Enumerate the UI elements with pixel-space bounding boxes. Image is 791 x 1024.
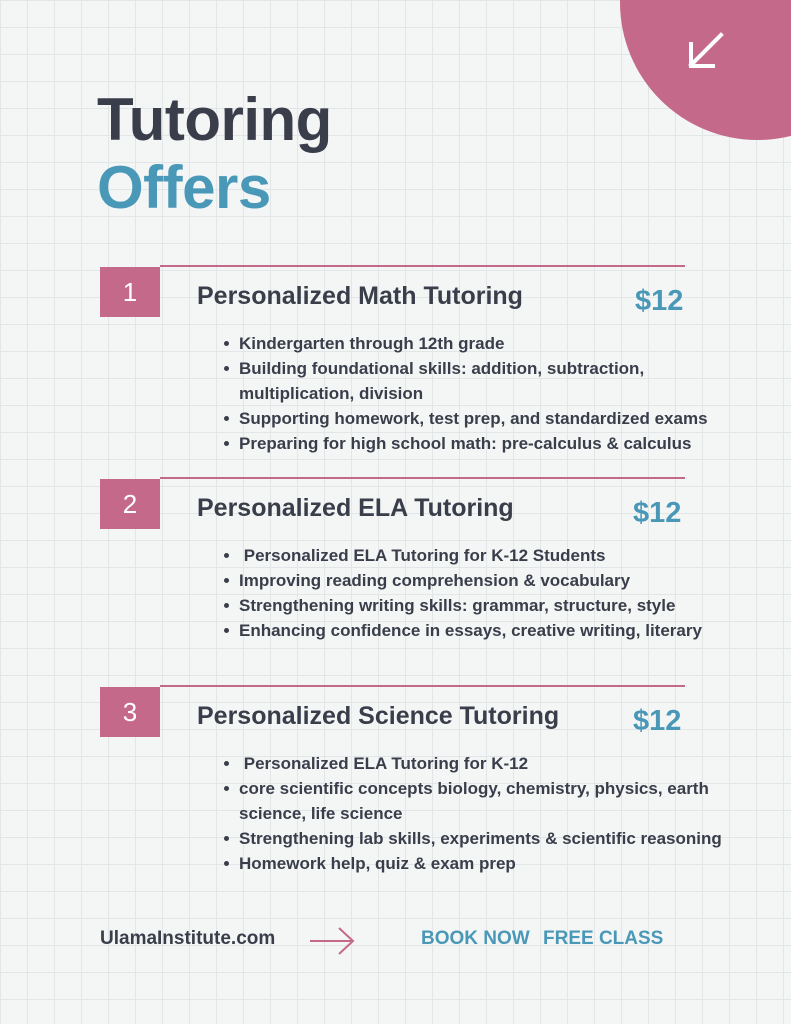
- page-subtitle: Offers: [97, 154, 271, 221]
- offer-number-badge: 3: [100, 687, 160, 737]
- offer-number-badge: 2: [100, 479, 160, 529]
- offer-price: $12: [633, 497, 682, 529]
- website-link[interactable]: UlamaInstitute.com: [100, 928, 276, 949]
- offer-price: $12: [633, 705, 682, 737]
- book-now-button[interactable]: BOOK NOW: [421, 928, 530, 949]
- section-divider: [160, 265, 685, 267]
- arrow-right-icon: [308, 924, 356, 958]
- arrow-down-left-icon: [685, 30, 727, 72]
- list-item: Improving reading comprehension & vocabulary: [239, 568, 729, 593]
- offer-bullet-list: [239, 331, 729, 456]
- offer-title: Personalized Science Tutoring: [197, 702, 560, 730]
- offer-bullet-list: [239, 751, 729, 876]
- list-item: Personalized ELA Tutoring for K-12: [239, 751, 729, 776]
- list-item: Enhancing confidence in essays, creative writing, literary: [239, 618, 729, 643]
- list-item: Strengthening writing skills: grammar, structure, style: [239, 593, 729, 618]
- offer-price: $12: [635, 285, 684, 317]
- list-item: Preparing for high school math: pre-calculus & calculus: [239, 431, 729, 456]
- section-divider: [160, 477, 685, 479]
- list-item: Personalized ELA Tutoring for K-12 Students: [239, 543, 729, 568]
- free-class-button[interactable]: FREE CLASS: [543, 928, 664, 949]
- offer-bullet-list: [239, 543, 729, 643]
- list-item: Building foundational skills: addition, subtraction, multiplication, division: [239, 356, 729, 406]
- offer-number-badge: 1: [100, 267, 160, 317]
- offer-title: Personalized Math Tutoring: [197, 282, 523, 310]
- section-divider: [160, 685, 685, 687]
- page-title: Tutoring: [97, 86, 332, 153]
- list-item: Homework help, quiz & exam prep: [239, 851, 729, 876]
- list-item: Kindergarten through 12th grade: [239, 331, 729, 356]
- offer-title: Personalized ELA Tutoring: [197, 494, 514, 522]
- list-item: Strengthening lab skills, experiments & scientific reasoning: [239, 826, 729, 851]
- list-item: core scientific concepts biology, chemistry, physics, earth science, life science: [239, 776, 729, 826]
- list-item: Supporting homework, test prep, and standardized exams: [239, 406, 729, 431]
